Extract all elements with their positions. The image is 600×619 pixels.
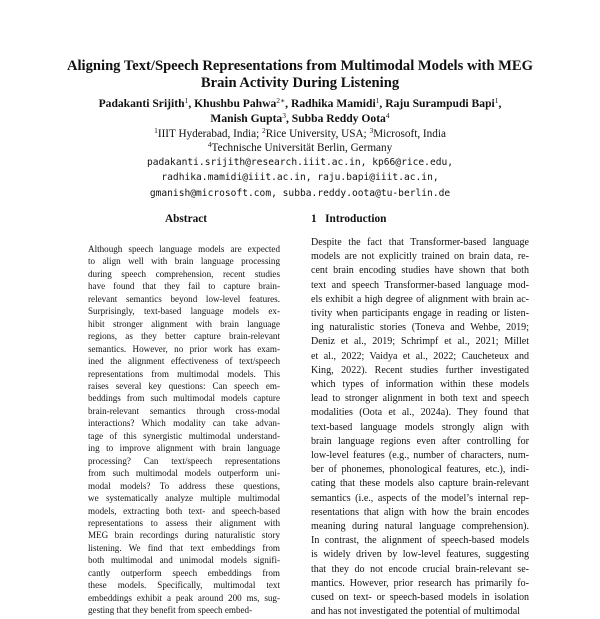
text-line: ing naturalistic stories (Toneva and Wehbe, 2019; xyxy=(311,322,529,334)
section-number: 1 xyxy=(311,213,317,225)
text-line: Surprisingly, text-based language models ex- xyxy=(88,306,280,317)
text-line: lead to stronger alignment in both text and speech xyxy=(311,393,529,405)
text-line: from such multimodal models outperform uni- xyxy=(88,468,280,479)
text-line: brain language regions even after controlling for xyxy=(311,435,529,447)
text-line: that they do not encode crucial brain-relevant se- xyxy=(311,563,529,575)
author-list: Padakanti Srijith$^1$, Khushbu Pahwa$^{2∗}$, Radhika Mamidi$^1$, Raju Surampudi Bapi$^1$, Manish Gupta$^3$, Subba Reddy Oota$^4$ xyxy=(98,96,502,125)
text-line: meaning during natural language comprehension). xyxy=(311,521,529,533)
abstract-heading: Abstract xyxy=(164,213,208,225)
text-line: et al., 2022; Vaidya et al., 2022; Caucheteux and xyxy=(311,350,529,362)
text-line: processing? Can text/speech representations xyxy=(88,455,280,466)
text-line: representations from multimodal models. This xyxy=(88,368,280,379)
text-line: hibit stronger alignment with brain language xyxy=(88,318,280,329)
text-line: semantics. However, no prior work has exam- xyxy=(88,343,280,354)
affiliation-text: Technische Universität Berlin, Germany xyxy=(211,142,393,154)
text-line: cent brain encoding studies have shown that both xyxy=(311,265,529,277)
text-line: Despite the fact that Transformer-based language xyxy=(311,237,529,248)
title-line: Brain Activity During Listening xyxy=(200,75,400,91)
text-line: gesting that they benefit from speech embed- xyxy=(88,605,253,616)
author-name: Padakanti Srijith xyxy=(98,97,185,110)
text-line: both multimodal and unimodal models signifi- xyxy=(88,555,280,566)
affiliation-mark: 3 xyxy=(369,126,374,135)
text-line: during speech comprehension, recent studies xyxy=(88,268,280,279)
text-line: cused on text- or speech-based models in isolation xyxy=(311,592,529,604)
section-heading-introduction xyxy=(311,213,386,225)
paper-title xyxy=(40,58,560,92)
text-line: low-level features (e.g., number of characters, num- xyxy=(311,450,529,462)
text-line: regions, as they better capture brain-relevant xyxy=(88,331,280,342)
text-line: mantics. However, prior research has primarily fo- xyxy=(311,577,529,589)
section-title: Introduction xyxy=(325,213,387,225)
text-line: text-based language models strongly align with xyxy=(311,421,529,433)
author-emails xyxy=(40,155,560,201)
affiliation-text: Rice University, USA; xyxy=(265,128,370,140)
text-line: beddings from such multimodal models capture xyxy=(88,393,280,404)
author-name: Khushbu Pahwa xyxy=(194,97,277,110)
text-line: text and speech Transformer-based language mod- xyxy=(311,279,529,291)
affiliations xyxy=(40,127,560,155)
text-line: models are not explicitly trained on brain data, re- xyxy=(311,251,529,263)
text-line: Deniz et al., 2019; Schrimpf et al., 2021; Millet xyxy=(311,336,529,348)
text-line: Although speech language models are expected xyxy=(88,244,280,254)
text-line: ing to improve alignment with brain language xyxy=(88,443,280,454)
text-line: cating that these models also capture brain-relevant xyxy=(311,478,529,490)
introduction-body xyxy=(311,236,529,618)
text-line: these models. Specifically, multimodal text xyxy=(88,580,280,591)
text-line: ined the alignment effectiveness of text/speech xyxy=(88,356,280,367)
affiliation-mark: 3 xyxy=(282,111,286,120)
text-line: modalities (Oota et al., 2024a). They found that xyxy=(311,407,529,419)
affiliation-mark: 1 xyxy=(494,96,499,105)
affiliation-mark: 1 xyxy=(184,96,189,105)
affiliation-mark: 2∗ xyxy=(276,96,286,105)
affiliation-text: Microsoft, India xyxy=(373,128,446,140)
text-line: have found that they fail to capture brain- xyxy=(88,281,280,292)
text-line: modal models? To address these questions, xyxy=(88,480,280,491)
text-line: semantics (i.e., aspects of the model’s internal rep- xyxy=(311,492,529,504)
text-line: raises several key questions: Can speech em- xyxy=(88,380,280,391)
email-line: padakanti.srijith@research.iiit.ac.in, kp66@rice.edu, xyxy=(146,157,454,168)
text-line: embeddings exhibit a peak around 200 ms, sug- xyxy=(88,592,280,603)
affiliation-mark: 4 xyxy=(207,140,212,149)
text-line: we systematically analyze multiple multimodal xyxy=(88,493,280,504)
email-line: radhika.mamidi@iiit.ac.in, raju.bapi@iiit.ac.in, xyxy=(161,172,439,184)
affiliation-text: IIIT Hyderabad, India; xyxy=(157,128,263,140)
affiliation-mark: 2 xyxy=(262,126,266,135)
email-line: gmanish@microsoft.com, subba.reddy.oota@tu-berlin.de xyxy=(149,187,451,199)
text-line: els exhibit a high degree of alignment with brain ac- xyxy=(311,293,529,305)
text-line: and has not investigated the potential of multimodal xyxy=(311,606,520,618)
text-line: ber of phonemes, phonological features, etc.), indi- xyxy=(311,464,529,476)
title-line: Aligning Text/Speech Representations from Multimodal Models with MEG xyxy=(66,58,534,74)
text-line: to align well with brain language processing xyxy=(88,256,280,267)
abstract-body xyxy=(88,243,280,616)
text-line: cantly outperform speech embeddings from xyxy=(88,567,280,578)
author-name: Raju Surampudi Bapi xyxy=(385,97,495,110)
affiliation-mark: 1 xyxy=(154,126,158,135)
text-line: representations to assess their alignment with xyxy=(88,517,280,528)
affiliation-mark: 1 xyxy=(375,96,380,105)
text-line: MEG brain recordings during naturalistic story xyxy=(88,530,280,541)
text-line: tage of this synergistic multimodal understand- xyxy=(88,430,280,441)
text-line: King, 2022). Recent studies further investigated xyxy=(311,364,529,376)
author-name: Subba Reddy Oota xyxy=(291,112,386,125)
text-line: brain-relevant semantics through cross-modal xyxy=(88,405,280,416)
text-line: tivity when participants engage in reading or listen- xyxy=(311,308,529,320)
text-line: listening. We find that text embeddings from xyxy=(88,542,280,553)
author-name: Manish Gupta xyxy=(210,112,283,125)
text-line: relevant semantics beyond low-level features. xyxy=(88,293,280,304)
affiliation-mark: 4 xyxy=(385,111,390,120)
text-line: interactions? Which modality can take advan- xyxy=(88,418,280,429)
author-name: Radhika Mamidi xyxy=(290,97,376,110)
text-line: resentations that align with how the brain encodes xyxy=(311,506,529,518)
text-line: models, extracting both text- and speech-based xyxy=(88,505,280,516)
text-line: In contrast, the alignment of speech-based models xyxy=(311,535,529,547)
text-line: is widely driven by low-level features, suggesting xyxy=(311,549,529,561)
text-line: which types of information within these models xyxy=(311,379,529,391)
